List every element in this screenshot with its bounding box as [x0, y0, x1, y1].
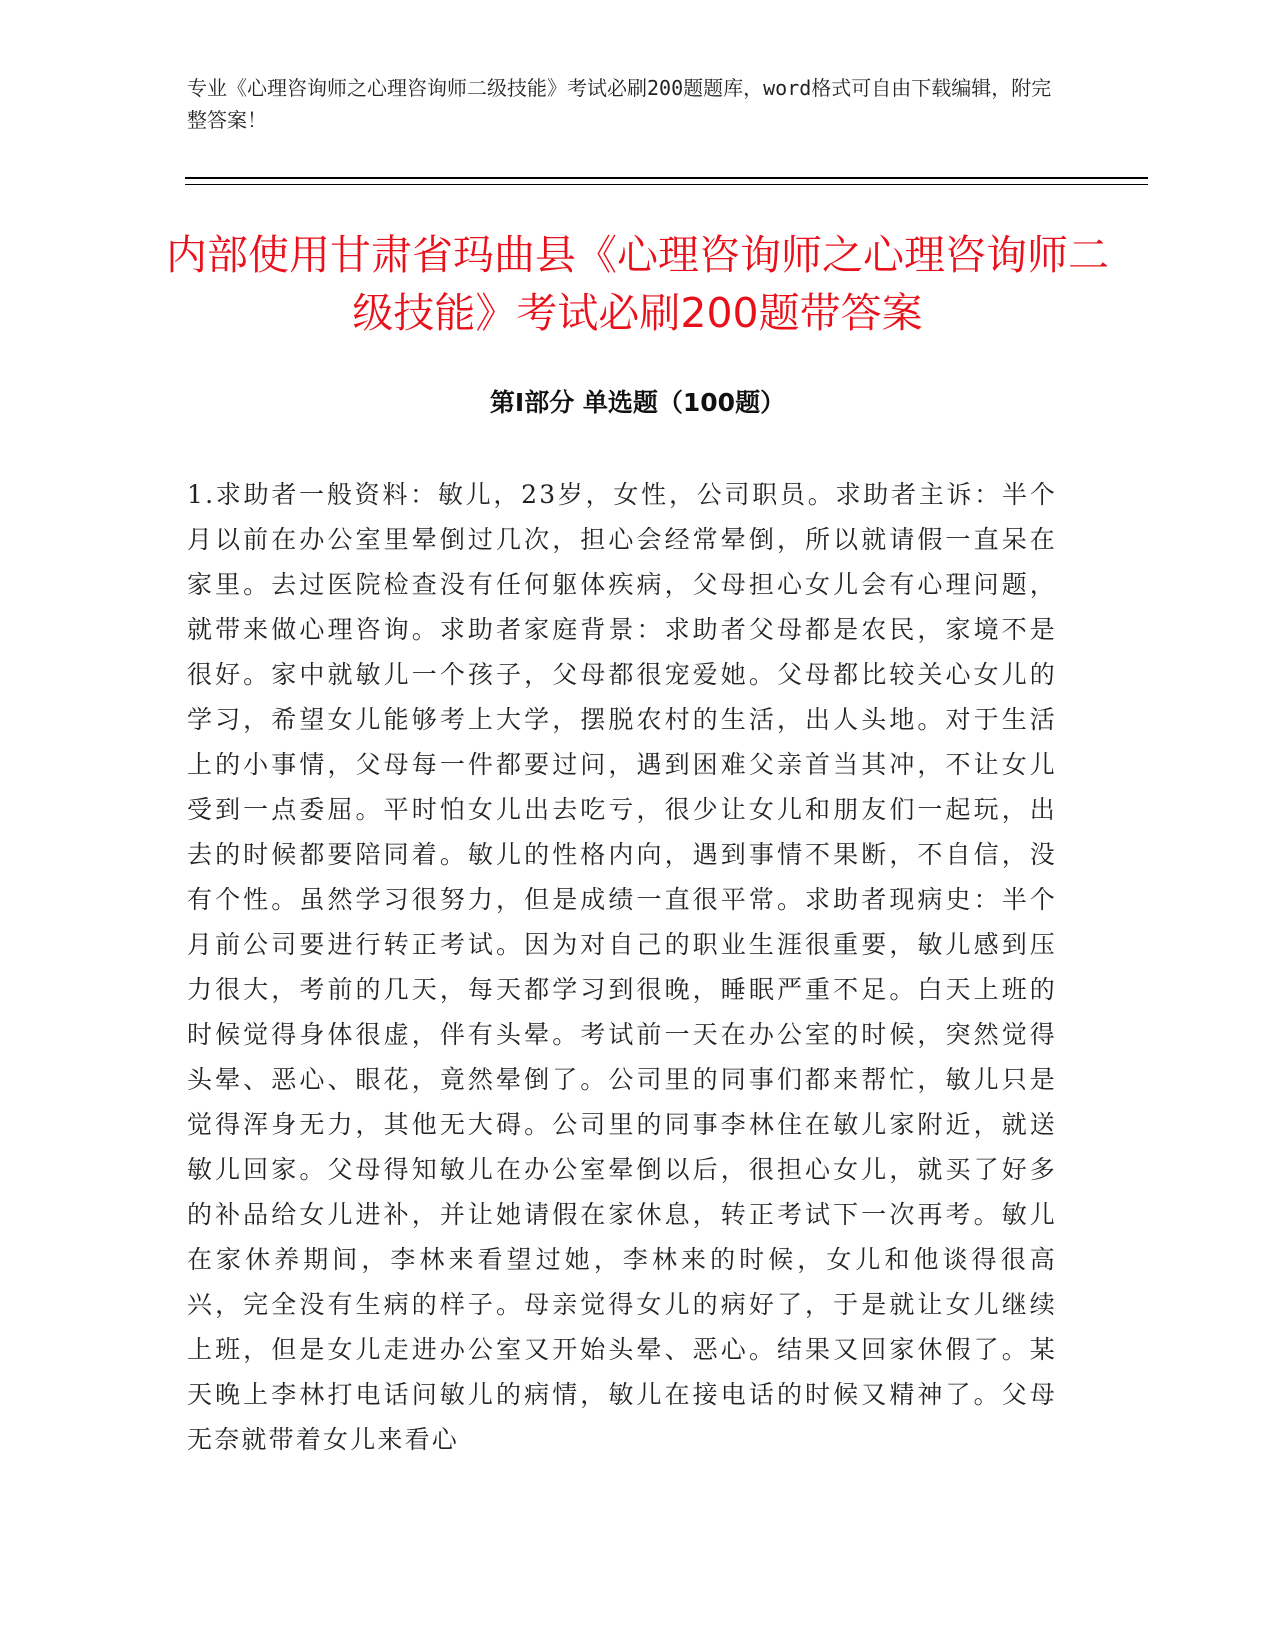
section-heading: 第Ⅰ部分 单选题（100题） — [489, 388, 786, 417]
question-1-text: 1.求助者一般资料：敏儿，23岁，女性，公司职员。求助者主诉：半个月以前在办公室里晕倒过几次，担心会经常晕倒，所以就请假一直呆在家里。去过医院检查没有任何躯体疾病，父母担心女儿会有心理问题，就带来做心理咨询。求助者家庭背景：求助者父母都是农民，家境不是很好。家中就敏儿一个孩子，父母都很宠爱她。父母都比较关心女儿的学习，希望女儿能够考上大学，摆脱农村的生活，出人头地。对于生活上的小事情，父母每一件都要过问，遇到困难父亲首当其冲，不让女儿受到一点委屈。平时怕女儿出去吃亏，很少让女儿和朋友们一起玩，出去的时候都要陪同着。敏儿的性格内向，遇到事情不果断，不自信，没有个性。虽然学习很努力，但是成绩一直很平常。求助者现病史：半个月前公司要进行转正考试。因为对自己的职业生涯很重要，敏儿感到压力很大，考前的几天，每天都学习到很晚，睡眠严重不足。白天上班的时候觉得身体很虚，伴有头晕。考试前一天在办公室的时候，突然觉得头晕、恶心、眼花，竟然晕倒了。公司里的同事们都来帮忙，敏儿只是觉得浑身无力，其他无大碍。公司里的同事李林住在敏儿家附近，就送敏儿回家。父母得知敏儿在办公室晕倒以后，很担心女儿，就买了好多的补品给女儿进补，并让她请假在家休息，转正考试下一次再考。敏儿在家休养期间，李林来看望过她，李林来的时候，女儿和他谈得很高兴，完全没有生病的样子。母亲觉得女儿的病好了，于是就让女儿继续上班，但是女儿走进办公室又开始头晕、恶心。结果又回家休假了。某天晚上李林打电话问敏儿的病情，敏儿在接电话的时候又精神了。父母无奈就带着女儿来看心 — [187, 480, 1057, 1454]
header-divider-thin — [185, 184, 1148, 185]
header-note: 专业《心理咨询师之心理咨询师二级技能》考试必刷200题题库，word格式可自由下载编辑，附完整答案！ — [187, 76, 1052, 132]
document-title: 内部使用甘肃省玛曲县《心理咨询师之心理咨询师二级技能》考试必刷200题带答案 — [166, 231, 1109, 337]
header-divider-thick — [185, 177, 1148, 179]
